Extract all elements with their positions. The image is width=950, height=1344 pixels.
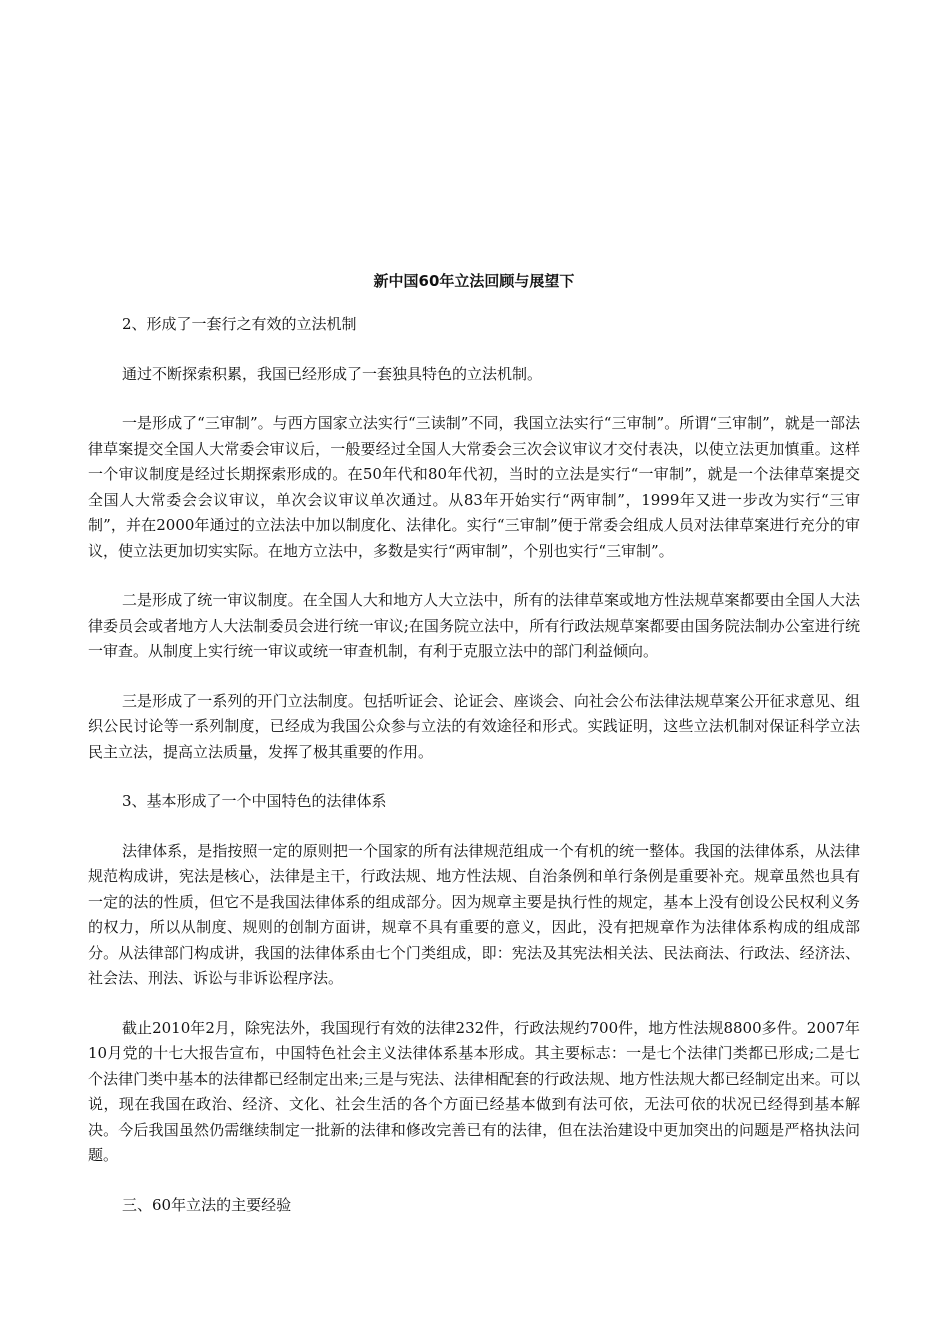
document-page <box>88 268 860 1242</box>
paragraph: 通过不断探索积累，我国已经形成了一套独具特色的立法机制。 <box>122 364 543 383</box>
paragraph: 法律体系，是指按照一定的原则把一个国家的所有法律规范组成一个有机的统一整体。我国的法律体系，从法律规范构成讲，宪法是核心，法律是主干，行政法规、地方性法规、自治条例和单行条例是重要补充。规章虽然也具有一定的法的性质，但它不是我国法律体系的组成部分。因为规章主要是执行性的规定，基本上没有创设公民权利义务的权力，所以从制度、规则的创制方面讲，规章不具有重要的意义，因此，没有把规章作为法律体系构成的组成部分。从法律部门构成讲，我国的法律体系由七个门类组成，即：宪法及其宪法相关法、民法商法、行政法、经济法、社会法、刑法、诉讼与非诉讼程序法。 <box>88 841 860 987</box>
section-heading: 3、基本形成了一个中国特色的法律体系 <box>122 792 387 810</box>
document-title: 新中国60年立法回顾与展望下 <box>373 272 575 290</box>
section-heading: 三、60年立法的主要经验 <box>122 1195 292 1214</box>
paragraph: 三是形成了一系列的开门立法制度。包括听证会、论证会、座谈会、向社会公布法律法规草案公开征求意见、组织公民讨论等一系列制度，已经成为我国公众参与立法的有效途径和形式。实践证明，这些立法机制对保证科学立法民主立法，提高立法质量，发挥了极其重要的作用。 <box>88 691 860 761</box>
paragraph: 一是形成了“三审制”。与西方国家立法实行“三读制”不同，我国立法实行“三审制”。所谓“三审制”，就是一部法律草案提交全国人大常委会审议后，一般要经过全国人大常委会三次会议审议才交付表决，以使立法更加慎重。这样一个审议制度是经过长期探索形成的。在50年代和80年代初，当时的立法是实行“一审制”，就是一个法律草案提交全国人大常委会会议审议，单次会议审议单次通过。从83年开始实行“两审制”，1999年又进一步改为实行“三审制”，并在2000年通过的立法法中加以制度化、法律化。实行“三审制”便于常委会组成人员对法律草案进行充分的审议，使立法更加切实实际。在地方立法中，多数是实行“两审制”，个别也实行“三审制”。 <box>88 414 860 560</box>
paragraph: 截止2010年2月，除宪法外，我国现行有效的法律232件，行政法规约700件，地方性法规8800多件。2007年10月党的十七大报告宣布，中国特色社会主义法律体系基本形成。其主要标志：一是七个法律门类都已形成;二是七个法律门类中基本的法律都已经制定出来;三是与宪法、法律相配套的行政法规、地方性法规大都已经制定出来。可以说，现在我国在政治、经济、文化、社会生活的各个方面已经基本做到有法可依，无法可依的状况已经得到基本解决。今后我国虽然仍需继续制定一批新的法律和修改完善已有的法律，但在法治建设中更加突出的问题是严格执法问题。 <box>88 1018 860 1164</box>
section-heading: 2、形成了一套行之有效的立法机制 <box>122 315 357 333</box>
paragraph: 二是形成了统一审议制度。在全国人大和地方人大立法中，所有的法律草案或地方性法规草案都要由全国人大法律委员会或者地方人大法制委员会进行统一审议;在国务院立法中，所有行政法规草案都要由国务院法制办公室进行统一审查。从制度上实行统一审议或统一审查机制，有利于克服立法中的部门利益倾向。 <box>88 591 860 660</box>
